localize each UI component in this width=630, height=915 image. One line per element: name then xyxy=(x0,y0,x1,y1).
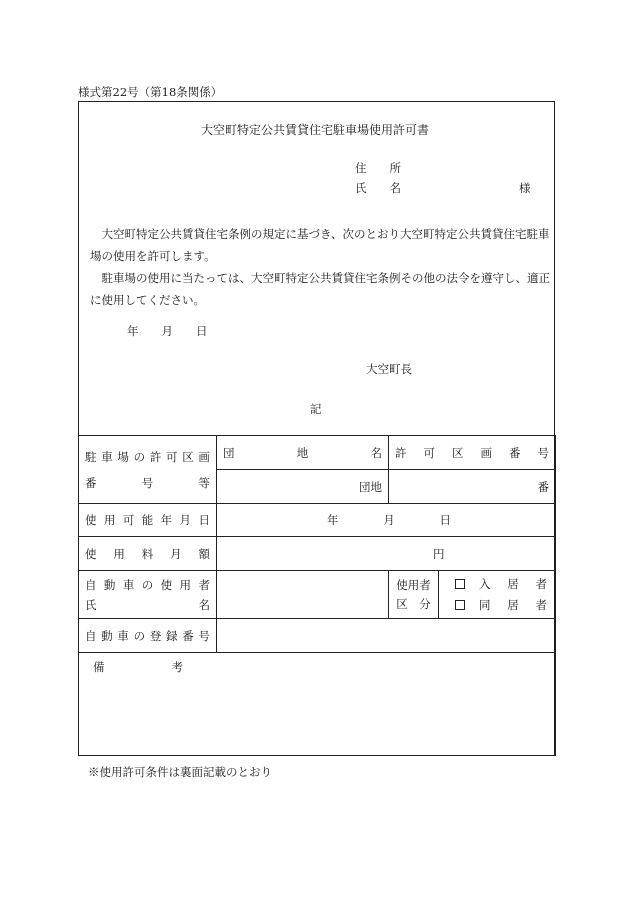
label-char: 年 xyxy=(160,513,173,527)
label-char: 用 xyxy=(113,546,125,561)
label-char: 能 xyxy=(141,513,154,527)
label-char: 日 xyxy=(439,513,451,527)
label-char: 車 xyxy=(117,628,129,643)
registration-label xyxy=(79,619,217,653)
body-paragraph-1: 大空町特定公共賃貸住宅条例の規定に基づき、次のとおり大空町特定公共賃貸住宅駐車場の使用を許可します。 xyxy=(90,227,550,263)
label-char: 動 xyxy=(101,628,113,643)
label-char: 年 xyxy=(327,513,339,527)
label-char: 動 xyxy=(103,577,116,592)
body-paragraph-2: 駐車場の使用に当たっては、大空町特定公共賃貸住宅条例その他の法令を遵守し、適正に使用してください。 xyxy=(90,271,550,307)
label-char: 番 xyxy=(85,475,97,490)
label-char: 車 xyxy=(122,577,135,592)
ki-heading: 記 xyxy=(310,402,322,416)
label-char: 月 xyxy=(383,513,395,527)
label-char: 者 xyxy=(535,598,547,612)
label-char: 場 xyxy=(117,449,129,464)
label-char: 地 xyxy=(296,445,309,460)
label-char: 画 xyxy=(480,445,492,460)
label-char: 区 xyxy=(182,449,194,464)
user-name-field[interactable] xyxy=(217,571,389,619)
label-char: 料 xyxy=(141,546,154,561)
option-cohabitant[interactable] xyxy=(455,595,547,616)
label-char: の xyxy=(133,628,146,643)
label-char: の xyxy=(141,577,154,592)
label-char: 用 xyxy=(179,577,192,592)
cohabitant-checkbox[interactable] xyxy=(455,600,465,610)
address-label: 住 所 xyxy=(355,161,401,175)
danchi-header xyxy=(217,436,389,470)
label-char: 団 xyxy=(223,445,235,460)
usable-date-label xyxy=(79,504,217,537)
user-category-options xyxy=(439,571,556,619)
label-char: 者 xyxy=(535,577,547,591)
label-char: 駐 xyxy=(85,449,97,464)
label-char: 入 xyxy=(479,577,491,591)
permit-number-field[interactable] xyxy=(389,470,556,504)
form-number: 様式第22号（第18条関係） xyxy=(78,85,223,99)
label-char: 居 xyxy=(507,598,519,612)
label-char: 号 xyxy=(198,628,210,643)
user-category-label: 使用者 区 分 xyxy=(389,571,439,619)
permit-section-label xyxy=(79,436,217,504)
label-char: 自 xyxy=(85,577,97,592)
label-char: 名 xyxy=(370,445,382,460)
registration-field[interactable] xyxy=(217,619,556,653)
danchi-field[interactable] xyxy=(217,470,389,504)
fee-label xyxy=(79,537,217,571)
usable-date-field[interactable] xyxy=(217,504,556,537)
label-char: 月 xyxy=(179,513,192,527)
honorific: 様 xyxy=(519,181,531,195)
label-char: 備 xyxy=(93,660,105,674)
label-char: 許 xyxy=(395,445,407,460)
label-char: 可 xyxy=(166,449,178,464)
label-char: 登 xyxy=(149,628,162,643)
label-char: 考 xyxy=(171,660,183,674)
label-char: 番 xyxy=(182,628,194,643)
label-char: 録 xyxy=(166,628,178,643)
label-char: 画 xyxy=(198,449,210,464)
issue-date: 年 月 日 xyxy=(127,324,208,338)
number-suffix: 番 xyxy=(537,479,549,494)
label-char: 使 xyxy=(85,513,97,527)
label-char: 氏 xyxy=(85,597,97,612)
remarks-box[interactable] xyxy=(79,653,556,756)
fee-unit: 円 xyxy=(433,546,445,561)
label-char: 番 xyxy=(509,445,521,460)
label-char: 区 xyxy=(452,445,464,460)
label-char: 自 xyxy=(85,628,97,643)
resident-checkbox[interactable] xyxy=(455,579,465,589)
name-label: 氏 名 xyxy=(355,181,401,195)
permit-number-header xyxy=(389,436,556,470)
label-char: 等 xyxy=(198,475,210,490)
label-char: の xyxy=(133,449,146,464)
issuer: 大空町長 xyxy=(366,362,412,376)
label-char: 使 xyxy=(85,546,97,561)
permit-table xyxy=(78,435,556,756)
label-char: 号 xyxy=(141,475,154,490)
label-char: 号 xyxy=(537,445,549,460)
label-char: 月 xyxy=(170,546,182,561)
option-resident[interactable] xyxy=(455,574,547,595)
label-char: 居 xyxy=(507,577,519,591)
label-char: 者 xyxy=(198,577,210,592)
label-char: 許 xyxy=(149,449,162,464)
label-char: 用 xyxy=(103,513,116,527)
label-char: 同 xyxy=(479,598,491,612)
label-char: 日 xyxy=(198,513,210,527)
document-title: 大空町特定公共賃貸住宅駐車場使用許可書 xyxy=(200,123,429,137)
label-char: 可 xyxy=(423,445,435,460)
label-char: 可 xyxy=(122,513,135,527)
label-char: 車 xyxy=(101,449,113,464)
label-char: 名 xyxy=(198,597,210,612)
footnote: ※使用許可条件は裏面記載のとおり xyxy=(88,765,272,779)
label-char: 使 xyxy=(160,577,173,592)
fee-field[interactable] xyxy=(217,537,556,571)
label-char: 額 xyxy=(198,546,210,561)
danchi-suffix: 団地 xyxy=(359,479,382,494)
user-label xyxy=(79,571,217,619)
